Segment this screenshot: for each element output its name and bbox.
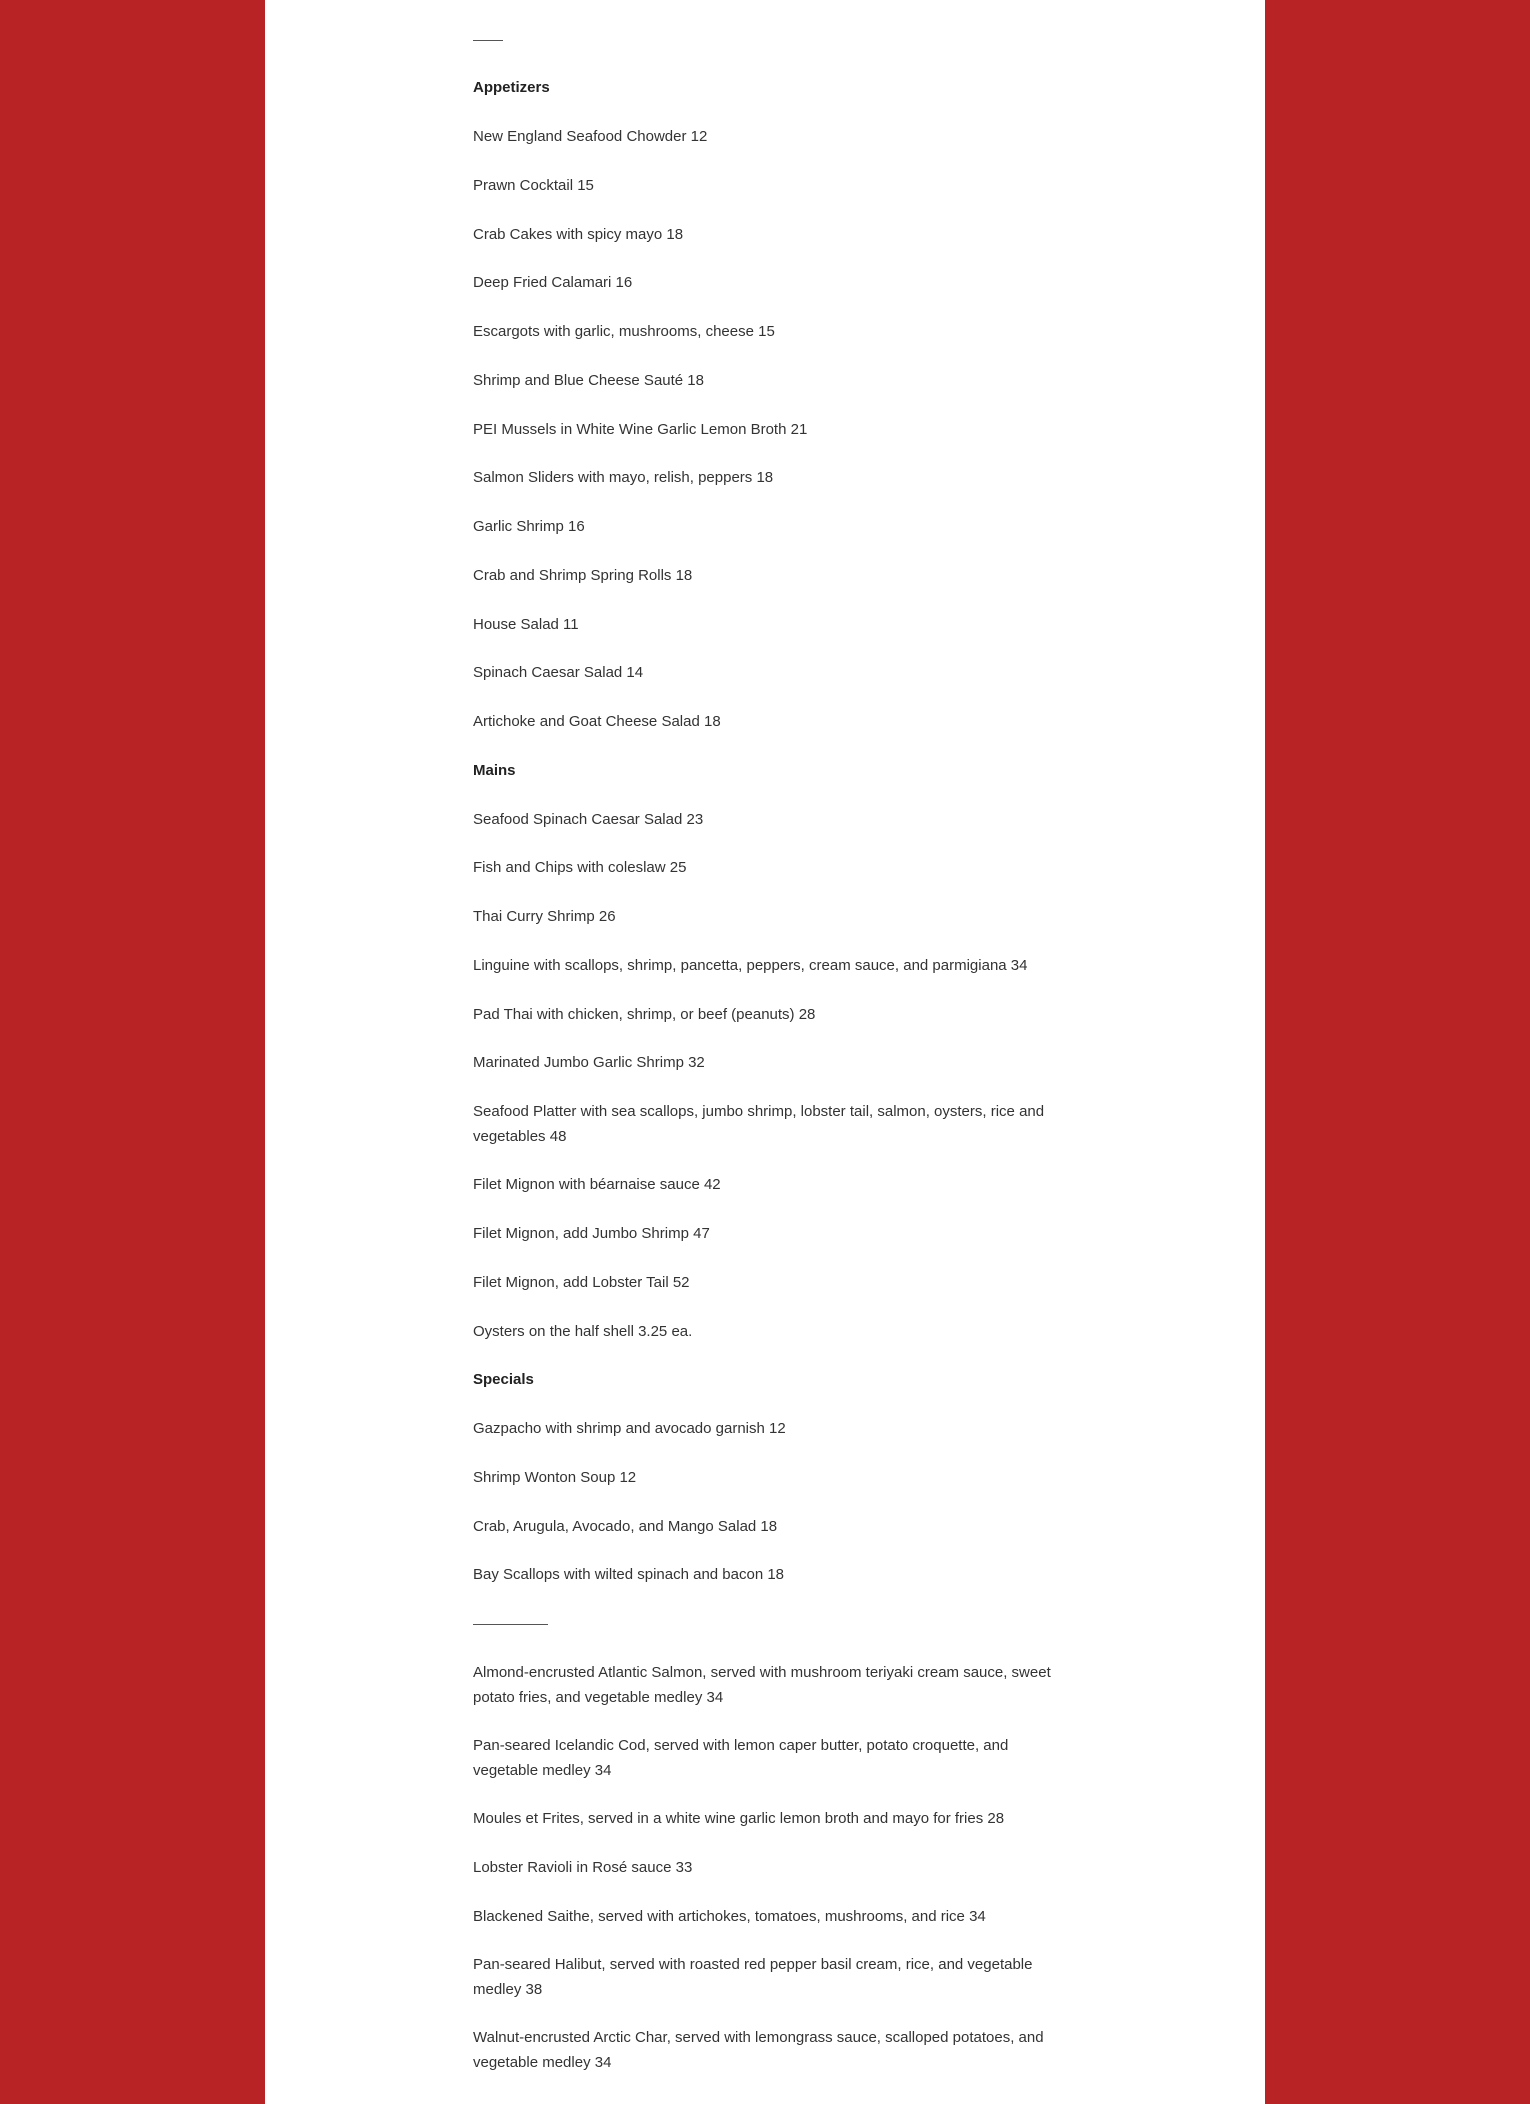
- menu-item: Shrimp and Blue Cheese Sauté 18: [473, 372, 704, 389]
- menu-item: Pad Thai with chicken, shrimp, or beef (peanuts) 28: [473, 1006, 816, 1023]
- menu-item: Filet Mignon with béarnaise sauce 42: [473, 1176, 721, 1193]
- menu-item: Spinach Caesar Salad 14: [473, 664, 644, 681]
- menu-item: Thai Curry Shrimp 26: [473, 908, 616, 925]
- menu-item: Almond-encrusted Atlantic Salmon, served with mushroom teriyaki cream sauce, sweet potato fries, and vegetable medley 34: [473, 1664, 1051, 1706]
- section-heading-specials: Specials: [473, 1371, 534, 1388]
- menu-item: Filet Mignon, add Jumbo Shrimp 47: [473, 1225, 710, 1242]
- menu-item: PEI Mussels in White Wine Garlic Lemon Broth 21: [473, 421, 808, 438]
- menu-item: Blackened Saithe, served with artichokes, tomatoes, mushrooms, and rice 34: [473, 1908, 986, 1925]
- menu-page: [265, 0, 1265, 2104]
- menu-item: Walnut-encrusted Arctic Char, served with lemongrass sauce, scalloped potatoes, and vegetable medley 34: [473, 2029, 1044, 2071]
- menu-item: Salmon Sliders with mayo, relish, peppers 18: [473, 469, 774, 486]
- menu-item: Linguine with scallops, shrimp, pancetta, peppers, cream sauce, and parmigiana 34: [473, 957, 1028, 974]
- menu-item: New England Seafood Chowder 12: [473, 128, 708, 145]
- menu-item: Escargots with garlic, mushrooms, cheese 15: [473, 323, 775, 340]
- menu-item: Artichoke and Goat Cheese Salad 18: [473, 713, 721, 730]
- menu-item: Oysters on the half shell 3.25 ea.: [473, 1323, 693, 1340]
- menu-item: Pan-seared Icelandic Cod, served with lemon caper butter, potato croquette, and vegetable medley 34: [473, 1737, 1009, 1779]
- menu-item: Shrimp Wonton Soup 12: [473, 1469, 637, 1486]
- menu-item: Fish and Chips with coleslaw 25: [473, 859, 687, 876]
- menu-item: Deep Fried Calamari 16: [473, 274, 633, 291]
- menu-item: Seafood Platter with sea scallops, jumbo shrimp, lobster tail, salmon, oysters, rice and vegetables 48: [473, 1103, 1045, 1145]
- section-heading-appetizers: Appetizers: [473, 79, 550, 96]
- menu-item: Moules et Frites, served in a white wine garlic lemon broth and mayo for fries 28: [473, 1810, 1005, 1827]
- top-divider: [473, 40, 503, 41]
- section-divider: [473, 1624, 548, 1625]
- menu-item: Marinated Jumbo Garlic Shrimp 32: [473, 1054, 705, 1071]
- menu-item: Gazpacho with shrimp and avocado garnish 12: [473, 1420, 786, 1437]
- menu-item: Seafood Spinach Caesar Salad 23: [473, 811, 704, 828]
- menu-item: Lobster Ravioli in Rosé sauce 33: [473, 1859, 693, 1876]
- menu-item: Prawn Cocktail 15: [473, 177, 594, 194]
- menu-item: House Salad 11: [473, 616, 579, 633]
- menu-item: Crab, Arugula, Avocado, and Mango Salad 18: [473, 1518, 778, 1535]
- menu-item: Filet Mignon, add Lobster Tail 52: [473, 1274, 690, 1291]
- menu-item: Bay Scallops with wilted spinach and bacon 18: [473, 1566, 785, 1583]
- menu-item: Crab Cakes with spicy mayo 18: [473, 226, 684, 243]
- menu-item: Crab and Shrimp Spring Rolls 18: [473, 567, 693, 584]
- menu-item: Garlic Shrimp 16: [473, 518, 585, 535]
- menu-item: Pan-seared Halibut, served with roasted red pepper basil cream, rice, and vegetable medley 38: [473, 1956, 1033, 1998]
- section-heading-mains: Mains: [473, 762, 516, 779]
